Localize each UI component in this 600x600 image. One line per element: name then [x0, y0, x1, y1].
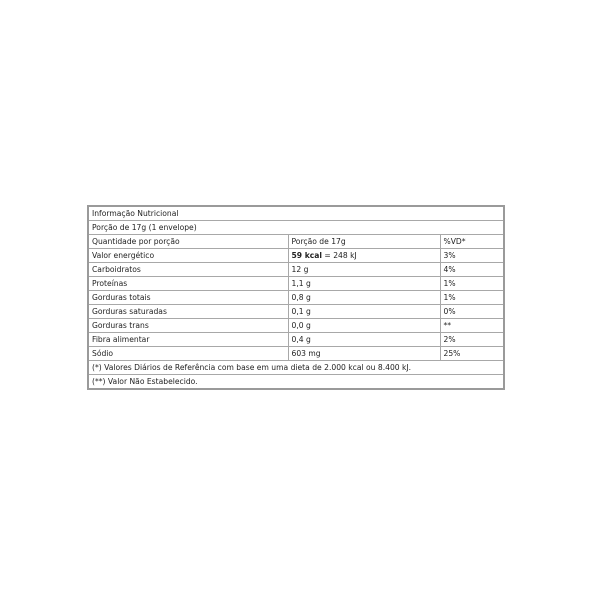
header-row: [88, 235, 504, 249]
nutrient-name: Fibra alimentar: [88, 333, 288, 347]
nutrient-daily-value: 0%: [440, 305, 504, 319]
nutrient-name: Proteínas: [88, 277, 288, 291]
nutrient-amount: 0,8 g: [288, 291, 440, 305]
table-row: [88, 305, 504, 319]
nutrient-daily-value: 1%: [440, 277, 504, 291]
table-row: [88, 277, 504, 291]
nutrient-name: Sódio: [88, 347, 288, 361]
nutrition-facts-table: [87, 205, 505, 390]
nutrient-amount: 12 g: [288, 263, 440, 277]
nutrient-daily-value: **: [440, 319, 504, 333]
table-row: [88, 249, 504, 263]
nutrient-amount: 0,4 g: [288, 333, 440, 347]
table-title-row: [88, 206, 504, 221]
header-quantity: Quantidade por porção: [88, 235, 288, 249]
table-row: [88, 347, 504, 361]
header-daily-value: %VD*: [440, 235, 504, 249]
nutrient-amount: 0,1 g: [288, 305, 440, 319]
portion-row: [88, 221, 504, 235]
nutrient-amount: 603 mg: [288, 347, 440, 361]
nutrient-name: Gorduras trans: [88, 319, 288, 333]
table-row: [88, 263, 504, 277]
nutrient-amount: 0,0 g: [288, 319, 440, 333]
footnote-row: [88, 375, 504, 390]
table-row: [88, 319, 504, 333]
footnote-not-established: (**) Valor Não Estabelecido.: [88, 375, 504, 390]
table-row: [88, 291, 504, 305]
nutrient-daily-value: 25%: [440, 347, 504, 361]
nutrient-amount: [288, 249, 440, 263]
table-title: Informação Nutricional: [88, 206, 504, 221]
nutrient-daily-value: 4%: [440, 263, 504, 277]
header-portion: Porção de 17g: [288, 235, 440, 249]
nutrient-daily-value: 3%: [440, 249, 504, 263]
nutrient-daily-value: 2%: [440, 333, 504, 347]
footnote-daily-values: (*) Valores Diários de Referência com base em uma dieta de 2.000 kcal ou 8.400 kJ.: [88, 361, 504, 375]
nutrient-name: Gorduras saturadas: [88, 305, 288, 319]
nutrient-name: Carboidratos: [88, 263, 288, 277]
nutrient-daily-value: 1%: [440, 291, 504, 305]
footnote-row: [88, 361, 504, 375]
portion-size: Porção de 17g (1 envelope): [88, 221, 504, 235]
nutrient-name: Valor energético: [88, 249, 288, 263]
nutrient-name: Gorduras totais: [88, 291, 288, 305]
table-row: [88, 333, 504, 347]
energy-kcal: 59 kcal: [291, 251, 322, 260]
nutrient-amount: 1,1 g: [288, 277, 440, 291]
energy-kj: = 248 kJ: [322, 251, 357, 260]
